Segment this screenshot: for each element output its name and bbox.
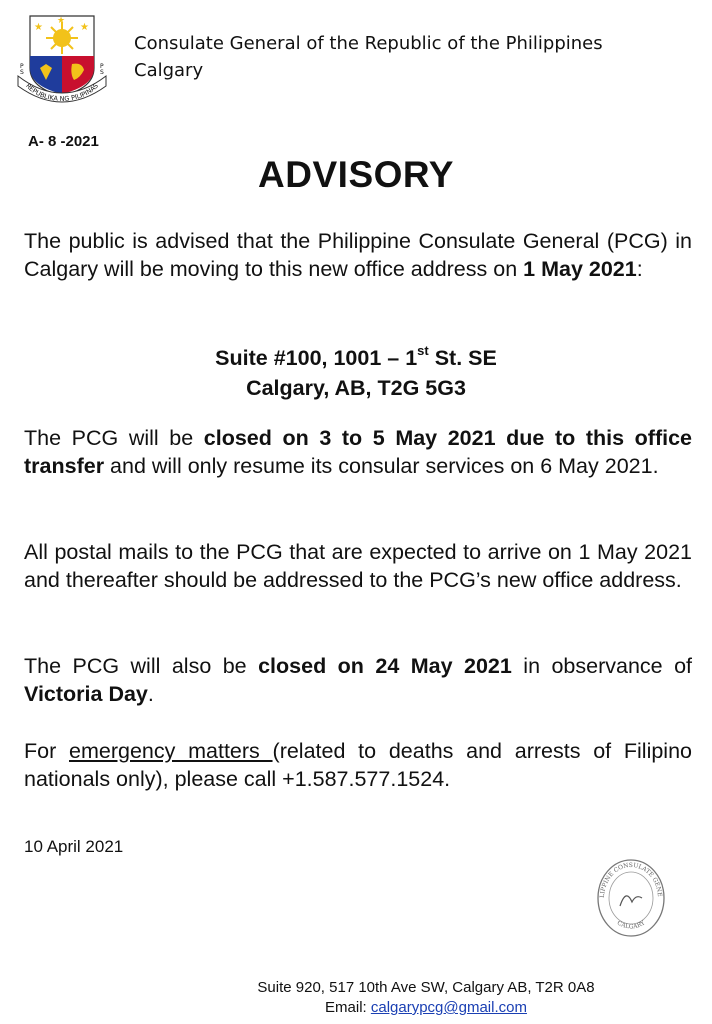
closure-dates: closed on 3 to 5 May 2021 due to this office transfer xyxy=(24,426,692,478)
paragraph-emergency-end: (related to deaths and arrests of Filipino nationals only), please call +1.587.577.1524. xyxy=(24,739,692,791)
address-street: Suite #100, 1001 – 1 xyxy=(215,346,418,371)
move-date: 1 May 2021 xyxy=(523,257,637,281)
address-street-suffix: St. SE xyxy=(428,346,497,371)
paragraph-holiday-end: . xyxy=(147,682,154,706)
paragraph-closure xyxy=(24,424,692,480)
paragraph-holiday xyxy=(24,652,692,708)
svg-text:P: P xyxy=(20,63,24,70)
new-office-address xyxy=(0,338,712,403)
paragraph-postal: All postal mails to the PCG that are expected to arrive on 1 May 2021 and thereafter should be addressed to the PCG’s new office address. xyxy=(24,540,692,592)
letterhead-line-1: Consulate General of the Republic of the Philippines xyxy=(134,33,603,54)
address-line-1 xyxy=(0,338,712,373)
footer-address: Suite 920, 517 10th Ave SW, Calgary AB, T2R 0A8 xyxy=(257,979,595,996)
svg-text:REPUBLIKA NG PILIPINAS: REPUBLIKA NG PILIPINAS xyxy=(24,81,100,103)
email-link[interactable]: calgarypcg@gmail.com xyxy=(370,999,527,1016)
svg-text:S: S xyxy=(20,69,24,76)
footer-email-label: Email: xyxy=(325,999,371,1016)
issue-date: 10 April 2021 xyxy=(24,837,124,856)
holiday-name: Victoria Day xyxy=(24,682,148,706)
paragraph-holiday-middle: in observance of xyxy=(511,654,693,678)
svg-text:★: ★ xyxy=(34,22,43,33)
consulate-stamp xyxy=(596,858,666,938)
svg-text:CALGARY: CALGARY xyxy=(615,919,647,931)
paragraph-moving xyxy=(24,227,692,283)
holiday-closure-date: closed on 24 May 2021 xyxy=(258,654,512,678)
address-line-2: Calgary, AB, T2G 5G3 xyxy=(246,376,466,401)
paragraph-emergency xyxy=(24,737,692,793)
paragraph-closure-end: and will only resume its consular services on 6 May 2021. xyxy=(104,454,659,478)
footer xyxy=(70,978,712,1018)
svg-text:P: P xyxy=(100,63,104,70)
letterhead-line-2: Calgary xyxy=(134,60,204,81)
reference-number: A- 8 -2021 xyxy=(28,133,99,150)
svg-text:S: S xyxy=(100,69,104,76)
svg-text:PHILIPPINE CONSULATE GENERAL: LIPPINE CONSULATE GENE xyxy=(598,861,664,899)
paragraph-holiday-start: The PCG will also be xyxy=(24,654,259,678)
paragraph-moving-tail: : xyxy=(636,257,643,281)
paragraph-emergency-start: For xyxy=(24,739,69,763)
paragraph-moving-text: The public is advised that the Philippine Consulate General (PCG) in Calgary will be moving to this new office address on xyxy=(24,229,692,281)
footer-email-line xyxy=(70,998,712,1018)
emergency-matters: emergency matters xyxy=(69,739,273,763)
address-ordinal: st xyxy=(417,343,429,358)
svg-text:★: ★ xyxy=(80,22,89,33)
letterhead xyxy=(134,30,603,84)
svg-text:★: ★ xyxy=(57,16,66,26)
page-title: ADVISORY xyxy=(258,154,454,195)
paragraph-closure-start: The PCG will be xyxy=(24,426,204,450)
philippine-seal-logo xyxy=(12,8,112,106)
